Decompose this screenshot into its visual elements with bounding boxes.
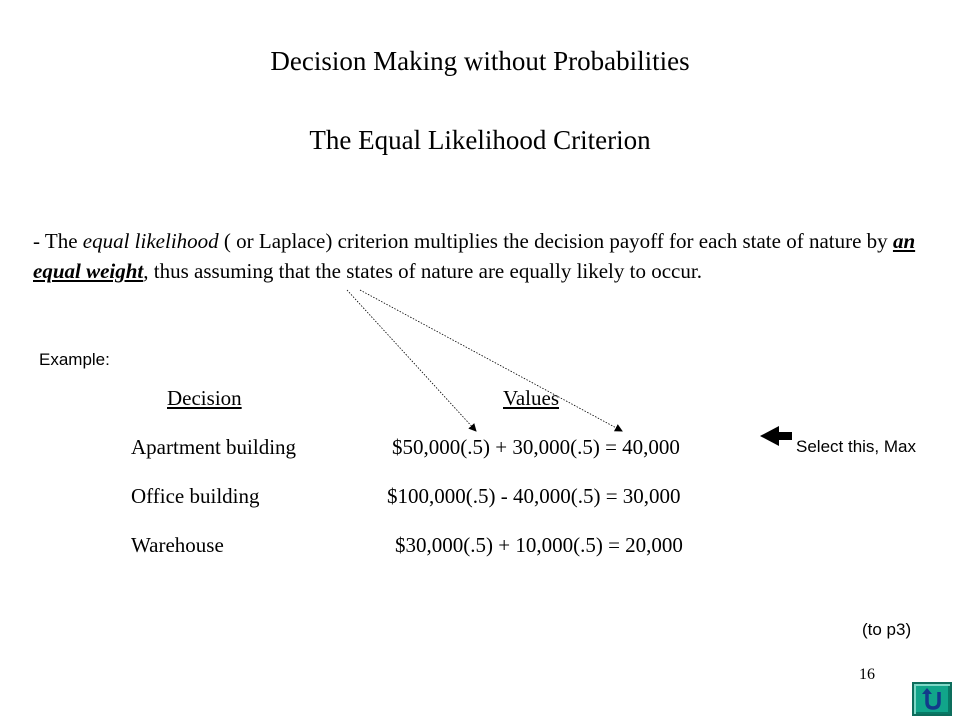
to-p3-link[interactable]: (to p3): [862, 620, 912, 639]
equal-weight-emphasis: an equal weight: [33, 229, 916, 283]
return-nav-button[interactable]: [912, 682, 952, 716]
example-label: Example:: [39, 350, 110, 369]
decision-column-header: Decision: [167, 386, 242, 410]
slide-subtitle: The Equal Likelihood Criterion: [309, 125, 651, 155]
select-arrow-icon: [760, 426, 792, 446]
return-u-arrow-icon: [920, 688, 946, 712]
decision-row-warehouse: Warehouse: [131, 533, 224, 557]
values-column-header: Values: [503, 386, 559, 410]
page-number: 16: [859, 666, 875, 683]
equal-likelihood-term: equal likelihood: [82, 229, 219, 253]
weight-pointer-line-2: [360, 290, 622, 431]
decision-row-apartment: Apartment building: [131, 435, 297, 459]
select-max-callout: Select this, Max: [796, 437, 916, 456]
paragraph-suffix: , thus assuming that the states of nature are equally likely to occur.: [143, 259, 702, 283]
paragraph-middle: ( or Laplace) criterion multiplies the decision payoff for each state of nature by: [218, 229, 893, 253]
value-row-office: $100,000(.5) - 40,000(.5) = 30,000: [387, 484, 681, 508]
slide-title: Decision Making without Probabilities: [270, 46, 690, 76]
value-row-apartment: $50,000(.5) + 30,000(.5) = 40,000: [392, 435, 680, 459]
decision-row-office: Office building: [131, 484, 260, 508]
weight-pointer-line-1: [347, 290, 476, 431]
paragraph-prefix: - The: [33, 229, 83, 253]
value-row-warehouse: $30,000(.5) + 10,000(.5) = 20,000: [395, 533, 683, 557]
